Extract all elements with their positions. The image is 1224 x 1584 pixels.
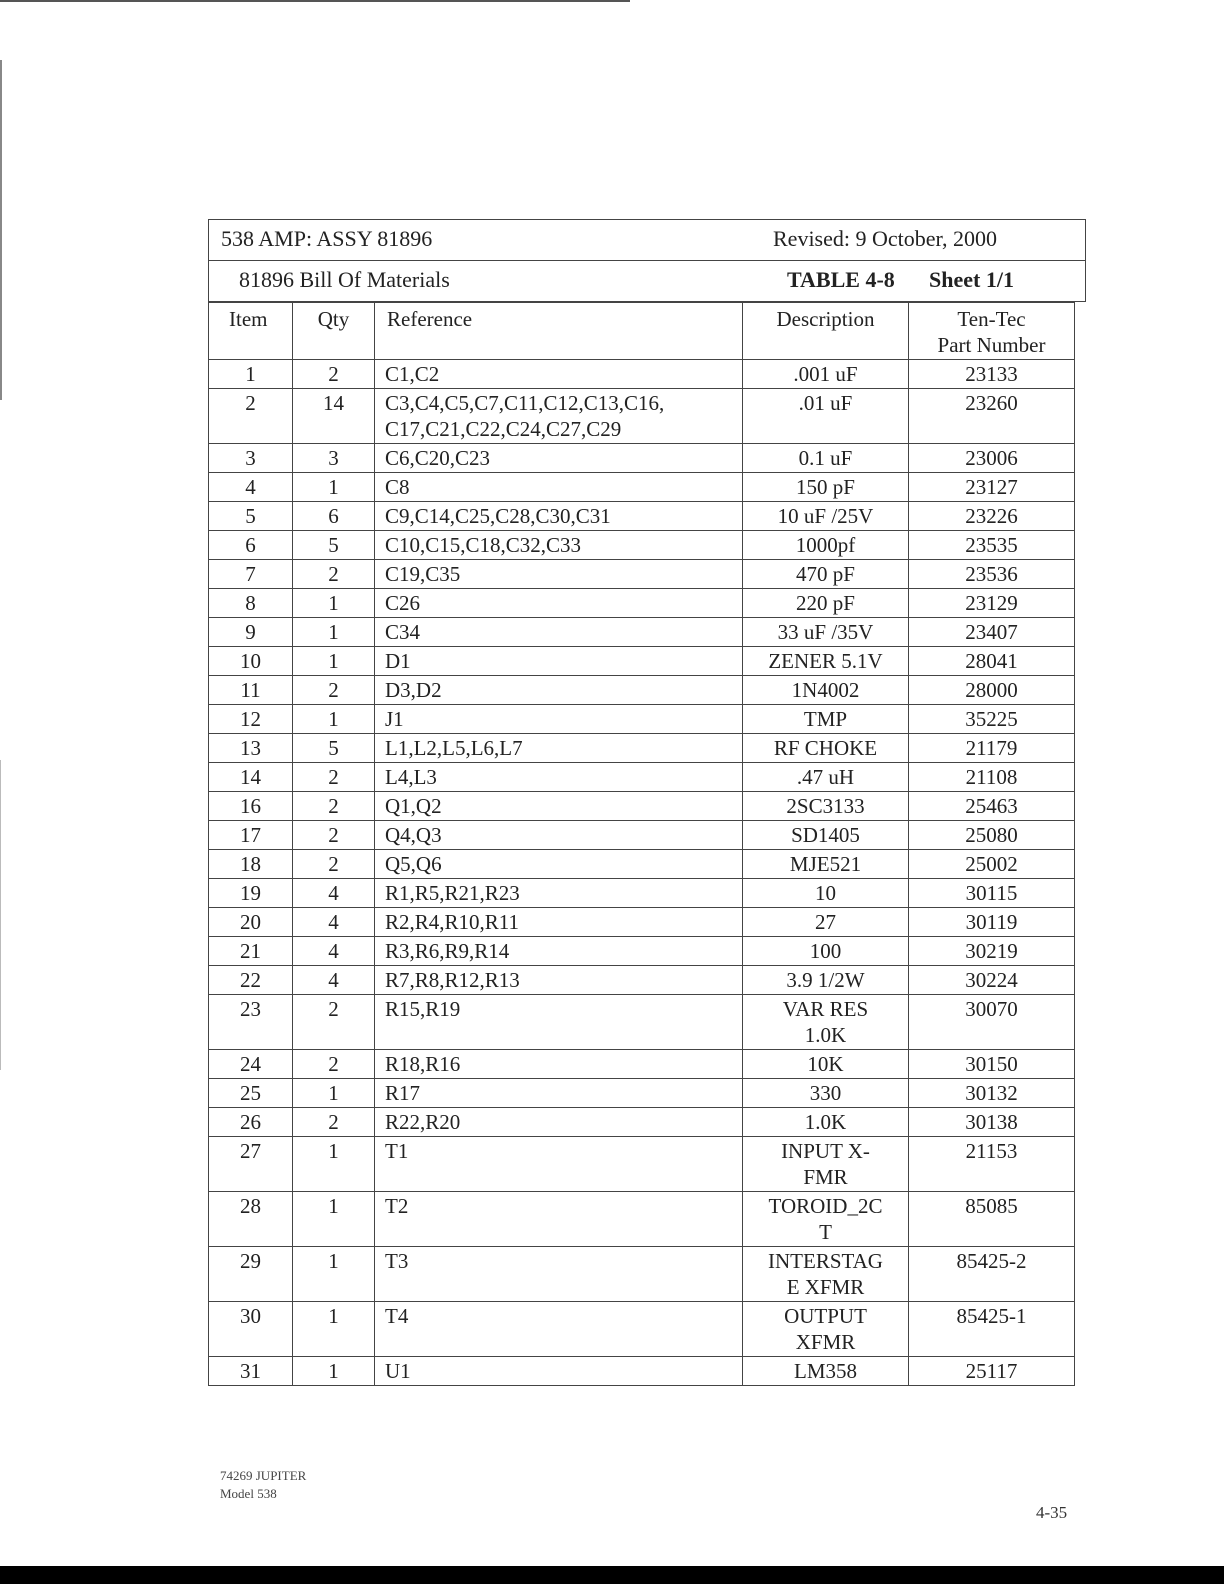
cell-qty: 1 [293,1247,375,1302]
col-header-description: Description [743,303,909,360]
cell-pn: 23133 [909,360,1075,389]
table-row [209,502,1075,531]
doc-footer [220,1467,306,1503]
table-row [209,995,1075,1050]
cell-ref: Q1,Q2 [375,792,743,821]
cell-desc: 150 pF [743,473,909,502]
cell-desc: 330 [743,1079,909,1108]
assembly-header-row [208,219,1086,261]
cell-pn: 30132 [909,1079,1075,1108]
cell-desc: RF CHOKE [743,734,909,763]
cell-ref: C1,C2 [375,360,743,389]
cell-qty: 1 [293,1137,375,1192]
cell-qty: 1 [293,647,375,676]
table-row [209,360,1075,389]
cell-item: 2 [209,389,293,444]
cell-ref: D1 [375,647,743,676]
cell-item: 8 [209,589,293,618]
cell-pn: 25463 [909,792,1075,821]
table-row [209,676,1075,705]
cell-desc: 33 uF /35V [743,618,909,647]
table-row [209,734,1075,763]
cell-pn: 21108 [909,763,1075,792]
table-row [209,821,1075,850]
table-row [209,1357,1075,1386]
cell-desc: 100 [743,937,909,966]
table-row [209,1050,1075,1079]
bom-table [208,302,1075,1386]
cell-desc: 220 pF [743,589,909,618]
table-row [209,1247,1075,1302]
cell-desc: 0.1 uF [743,444,909,473]
cell-ref: L4,L3 [375,763,743,792]
cell-desc: INTERSTAG E XFMR [743,1247,909,1302]
table-row [209,850,1075,879]
cell-qty: 1 [293,705,375,734]
cell-ref: R15,R19 [375,995,743,1050]
scan-edge-left [0,60,2,400]
cell-desc: TOROID_2C T [743,1192,909,1247]
cell-ref: C3,C4,C5,C7,C11,C12,C13,C16, C17,C21,C22,C24,C27,C29 [375,389,743,444]
cell-qty: 6 [293,502,375,531]
revision-date: Revised: 9 October, 2000 [773,226,997,251]
cell-item: 19 [209,879,293,908]
cell-pn: 30150 [909,1050,1075,1079]
col-header-qty: Qty [293,303,375,360]
cell-qty: 4 [293,966,375,995]
cell-desc: TMP [743,705,909,734]
cell-pn: 25080 [909,821,1075,850]
cell-ref: R7,R8,R12,R13 [375,966,743,995]
cell-pn: 35225 [909,705,1075,734]
cell-qty: 2 [293,763,375,792]
cell-ref: R2,R4,R10,R11 [375,908,743,937]
bom-title-row [208,261,1086,302]
cell-qty: 5 [293,734,375,763]
table-row [209,1108,1075,1137]
cell-desc: SD1405 [743,821,909,850]
table-row [209,389,1075,444]
cell-item: 3 [209,444,293,473]
table-row [209,879,1075,908]
cell-pn: 30115 [909,879,1075,908]
cell-pn: 23260 [909,389,1075,444]
scan-edge-bottom [0,1566,1224,1584]
cell-ref: Q4,Q3 [375,821,743,850]
cell-desc: 3.9 1/2W [743,966,909,995]
cell-item: 18 [209,850,293,879]
cell-qty: 4 [293,879,375,908]
cell-desc: OUTPUT XFMR [743,1302,909,1357]
cell-qty: 2 [293,821,375,850]
cell-qty: 1 [293,1192,375,1247]
col-header-item: Item [209,303,293,360]
cell-item: 1 [209,360,293,389]
cell-qty: 2 [293,676,375,705]
cell-desc: INPUT X- FMR [743,1137,909,1192]
cell-item: 20 [209,908,293,937]
scan-edge-left-lower [0,760,1,1070]
cell-pn: 23129 [909,589,1075,618]
cell-pn: 25117 [909,1357,1075,1386]
cell-desc: 10K [743,1050,909,1079]
cell-item: 17 [209,821,293,850]
bom-sheet [208,219,1086,1386]
cell-item: 31 [209,1357,293,1386]
table-row [209,1302,1075,1357]
cell-item: 27 [209,1137,293,1192]
table-row [209,618,1075,647]
table-row [209,908,1075,937]
table-row [209,647,1075,676]
page-number: 4-35 [1036,1503,1068,1522]
cell-ref: T1 [375,1137,743,1192]
cell-desc: 1N4002 [743,676,909,705]
table-row [209,966,1075,995]
cell-ref: C19,C35 [375,560,743,589]
cell-item: 22 [209,966,293,995]
cell-ref: C10,C15,C18,C32,C33 [375,531,743,560]
cell-item: 23 [209,995,293,1050]
cell-pn: 30224 [909,966,1075,995]
cell-desc: 10 uF /25V [743,502,909,531]
cell-ref: R18,R16 [375,1050,743,1079]
cell-ref: C6,C20,C23 [375,444,743,473]
cell-pn: 21153 [909,1137,1075,1192]
cell-item: 7 [209,560,293,589]
cell-pn: 23535 [909,531,1075,560]
cell-desc: 2SC3133 [743,792,909,821]
cell-pn: 30119 [909,908,1075,937]
model-label: Model 538 [220,1486,277,1501]
cell-qty: 2 [293,560,375,589]
table-label: TABLE 4-8 [787,267,895,292]
cell-pn: 85085 [909,1192,1075,1247]
doc-number: 74269 JUPITER [220,1468,307,1483]
table-row [209,1192,1075,1247]
cell-qty: 1 [293,618,375,647]
cell-pn: 28000 [909,676,1075,705]
cell-desc: 10 [743,879,909,908]
cell-pn: 28041 [909,647,1075,676]
cell-item: 26 [209,1108,293,1137]
cell-ref: J1 [375,705,743,734]
cell-item: 11 [209,676,293,705]
cell-qty: 2 [293,1108,375,1137]
cell-desc: .47 uH [743,763,909,792]
cell-qty: 5 [293,531,375,560]
cell-qty: 4 [293,937,375,966]
cell-qty: 1 [293,589,375,618]
cell-item: 12 [209,705,293,734]
cell-item: 13 [209,734,293,763]
cell-ref: R17 [375,1079,743,1108]
bom-table-body [209,360,1075,1386]
cell-qty: 1 [293,473,375,502]
cell-ref: U1 [375,1357,743,1386]
cell-item: 21 [209,937,293,966]
cell-item: 16 [209,792,293,821]
table-row [209,560,1075,589]
cell-pn: 85425-2 [909,1247,1075,1302]
cell-pn: 30138 [909,1108,1075,1137]
cell-ref: T3 [375,1247,743,1302]
cell-qty: 3 [293,444,375,473]
cell-pn: 23407 [909,618,1075,647]
cell-item: 24 [209,1050,293,1079]
cell-ref: C34 [375,618,743,647]
cell-qty: 2 [293,360,375,389]
cell-desc: LM358 [743,1357,909,1386]
cell-desc: .001 uF [743,360,909,389]
cell-item: 30 [209,1302,293,1357]
cell-ref: R1,R5,R21,R23 [375,879,743,908]
cell-qty: 14 [293,389,375,444]
cell-item: 4 [209,473,293,502]
cell-desc: MJE521 [743,850,909,879]
cell-pn: 23226 [909,502,1075,531]
cell-qty: 1 [293,1079,375,1108]
cell-qty: 4 [293,908,375,937]
cell-ref: R22,R20 [375,1108,743,1137]
cell-desc: VAR RES 1.0K [743,995,909,1050]
cell-ref: T2 [375,1192,743,1247]
scan-edge-top [0,0,630,2]
cell-qty: 1 [293,1357,375,1386]
table-row [209,763,1075,792]
table-header-row [209,303,1075,360]
cell-ref: T4 [375,1302,743,1357]
col-header-reference: Reference [375,303,743,360]
cell-pn: 30219 [909,937,1075,966]
assembly-title: 538 AMP: ASSY 81896 [221,226,433,251]
col-header-part-number: Ten-Tec Part Number [909,303,1075,360]
table-row [209,531,1075,560]
cell-desc: 1.0K [743,1108,909,1137]
bom-title: 81896 Bill Of Materials [239,267,450,292]
cell-item: 10 [209,647,293,676]
sheet-label: Sheet 1/1 [929,267,1014,292]
cell-desc: 470 pF [743,560,909,589]
cell-desc: 27 [743,908,909,937]
table-row [209,1137,1075,1192]
cell-item: 9 [209,618,293,647]
cell-ref: Q5,Q6 [375,850,743,879]
cell-item: 5 [209,502,293,531]
cell-item: 28 [209,1192,293,1247]
table-row [209,937,1075,966]
cell-pn: 30070 [909,995,1075,1050]
cell-pn: 23006 [909,444,1075,473]
table-row [209,792,1075,821]
cell-qty: 2 [293,995,375,1050]
cell-pn: 23536 [909,560,1075,589]
cell-desc: .01 uF [743,389,909,444]
cell-ref: C9,C14,C25,C28,C30,C31 [375,502,743,531]
cell-ref: R3,R6,R9,R14 [375,937,743,966]
cell-pn: 21179 [909,734,1075,763]
cell-item: 25 [209,1079,293,1108]
table-row [209,705,1075,734]
table-row [209,1079,1075,1108]
cell-qty: 1 [293,1302,375,1357]
cell-ref: C26 [375,589,743,618]
cell-item: 14 [209,763,293,792]
cell-pn: 23127 [909,473,1075,502]
cell-pn: 85425-1 [909,1302,1075,1357]
cell-item: 29 [209,1247,293,1302]
cell-ref: C8 [375,473,743,502]
cell-qty: 2 [293,850,375,879]
cell-item: 6 [209,531,293,560]
cell-ref: D3,D2 [375,676,743,705]
cell-qty: 2 [293,1050,375,1079]
cell-qty: 2 [293,792,375,821]
cell-desc: ZENER 5.1V [743,647,909,676]
cell-ref: L1,L2,L5,L6,L7 [375,734,743,763]
table-row [209,589,1075,618]
table-row [209,473,1075,502]
cell-pn: 25002 [909,850,1075,879]
table-row [209,444,1075,473]
cell-desc: 1000pf [743,531,909,560]
